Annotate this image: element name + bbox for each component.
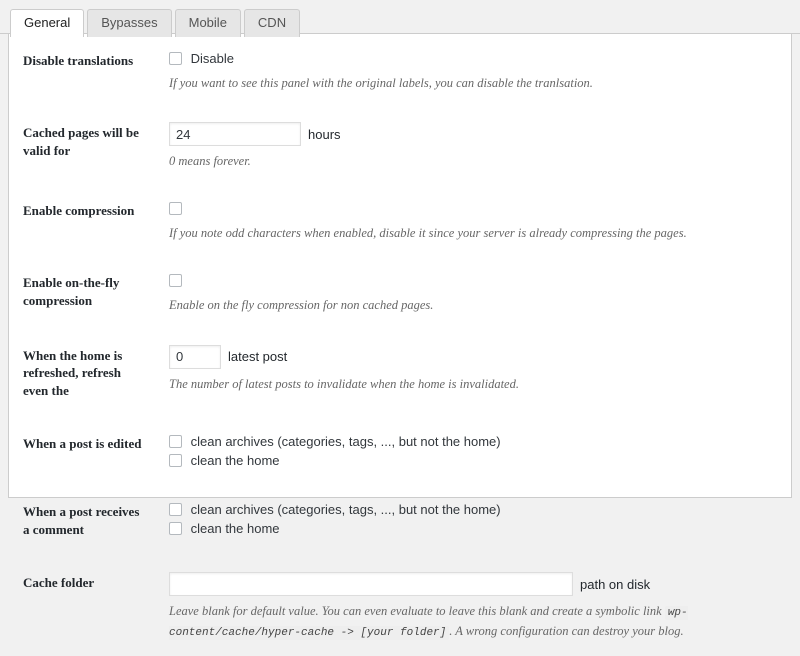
home-refresh-field	[169, 345, 777, 369]
post-comment-clean-home-checkbox[interactable]	[169, 522, 182, 535]
enable-compression-checkbox[interactable]	[169, 202, 182, 215]
row-home-refresh	[9, 329, 791, 418]
label-cache-folder: Cache folder	[23, 575, 95, 591]
label-cached-pages: Cached pages will be valid for	[23, 125, 139, 158]
tab-mobile[interactable]: Mobile	[175, 9, 241, 37]
disable-translations-checkbox-label[interactable]: Disable	[190, 51, 234, 66]
post-comment-clean-archives-checkbox[interactable]	[169, 503, 182, 516]
row-cache-folder	[9, 556, 791, 656]
post-comment-clean-home-label[interactable]: clean the home	[190, 521, 280, 537]
label-enable-compression: Enable compression	[23, 203, 135, 219]
row-enable-compression	[9, 184, 791, 256]
cached-pages-unit: hours	[308, 126, 341, 142]
cache-folder-field	[169, 572, 777, 596]
cached-pages-description: 0 means forever.	[169, 154, 251, 169]
cached-pages-input[interactable]	[169, 122, 301, 146]
enable-on-the-fly-field	[169, 272, 777, 290]
label-disable-translations: Disable translations	[23, 53, 134, 68]
label-enable-on-the-fly-compression: Enable on-the-fly compression	[23, 275, 120, 308]
row-post-edited	[9, 417, 791, 485]
row-disable-translations	[9, 34, 791, 106]
post-edited-clean-home-checkbox[interactable]	[169, 454, 182, 467]
post-edited-clean-home	[169, 452, 777, 470]
settings-tab-bar	[0, 0, 800, 34]
cached-pages-field	[169, 122, 777, 146]
label-post-comment: When a post receives a comment	[23, 504, 140, 537]
cache-folder-input[interactable]	[169, 572, 573, 596]
cache-folder-unit: path on disk	[580, 576, 651, 592]
post-edited-clean-archives-label[interactable]: clean archives (categories, tags, ..., but not the home)	[190, 434, 501, 450]
home-refresh-description: The number of latest posts to invalidate when the home is invalidated.	[169, 376, 519, 391]
tab-bypasses[interactable]: Bypasses	[87, 9, 171, 37]
tab-general[interactable]: General	[10, 9, 84, 37]
enable-compression-field	[169, 200, 777, 218]
cache-folder-description-code: wp-content/cache/hyper-cache -> [your folder]	[169, 607, 688, 640]
cache-folder-description-part2: . A wrong configuration can destroy your blog.	[449, 624, 684, 639]
post-comment-clean-home	[169, 520, 777, 538]
cache-folder-description-part1: Leave blank for default value. You can even evaluate to leave this blank and create a symbolic link	[169, 604, 662, 619]
enable-on-the-fly-checkbox[interactable]	[169, 274, 182, 287]
disable-translations-description: If you want to see this panel with the original labels, you can disable the tranlsation.	[169, 76, 593, 90]
post-comment-clean-archives	[169, 501, 777, 519]
post-edited-clean-archives	[169, 433, 777, 451]
disable-translations-checkbox[interactable]	[169, 52, 182, 65]
row-enable-on-the-fly-compression	[9, 256, 791, 328]
home-refresh-input[interactable]	[169, 345, 221, 369]
disable-translations-field	[169, 50, 777, 68]
enable-on-the-fly-description: Enable on the fly compression for non cached pages.	[169, 298, 434, 313]
home-refresh-unit: latest post	[228, 349, 288, 364]
general-settings-panel	[8, 34, 792, 640]
enable-compression-description: If you note odd characters when enabled, disable it since your server is already compressing the pages.	[169, 226, 687, 241]
post-edited-clean-archives-checkbox[interactable]	[169, 435, 182, 448]
post-edited-clean-home-label[interactable]: clean the home	[190, 453, 280, 469]
cache-folder-description	[169, 602, 777, 642]
tab-cdn[interactable]: CDN	[244, 9, 300, 37]
label-home-refresh: When the home is refreshed, refresh even the	[23, 347, 123, 398]
settings-table	[9, 34, 791, 656]
label-post-edited: When a post is edited	[23, 436, 142, 452]
post-comment-clean-archives-label[interactable]: clean archives (categories, tags, ..., but not the home)	[190, 502, 501, 518]
row-post-comment	[9, 485, 791, 556]
row-cached-pages	[9, 106, 791, 184]
